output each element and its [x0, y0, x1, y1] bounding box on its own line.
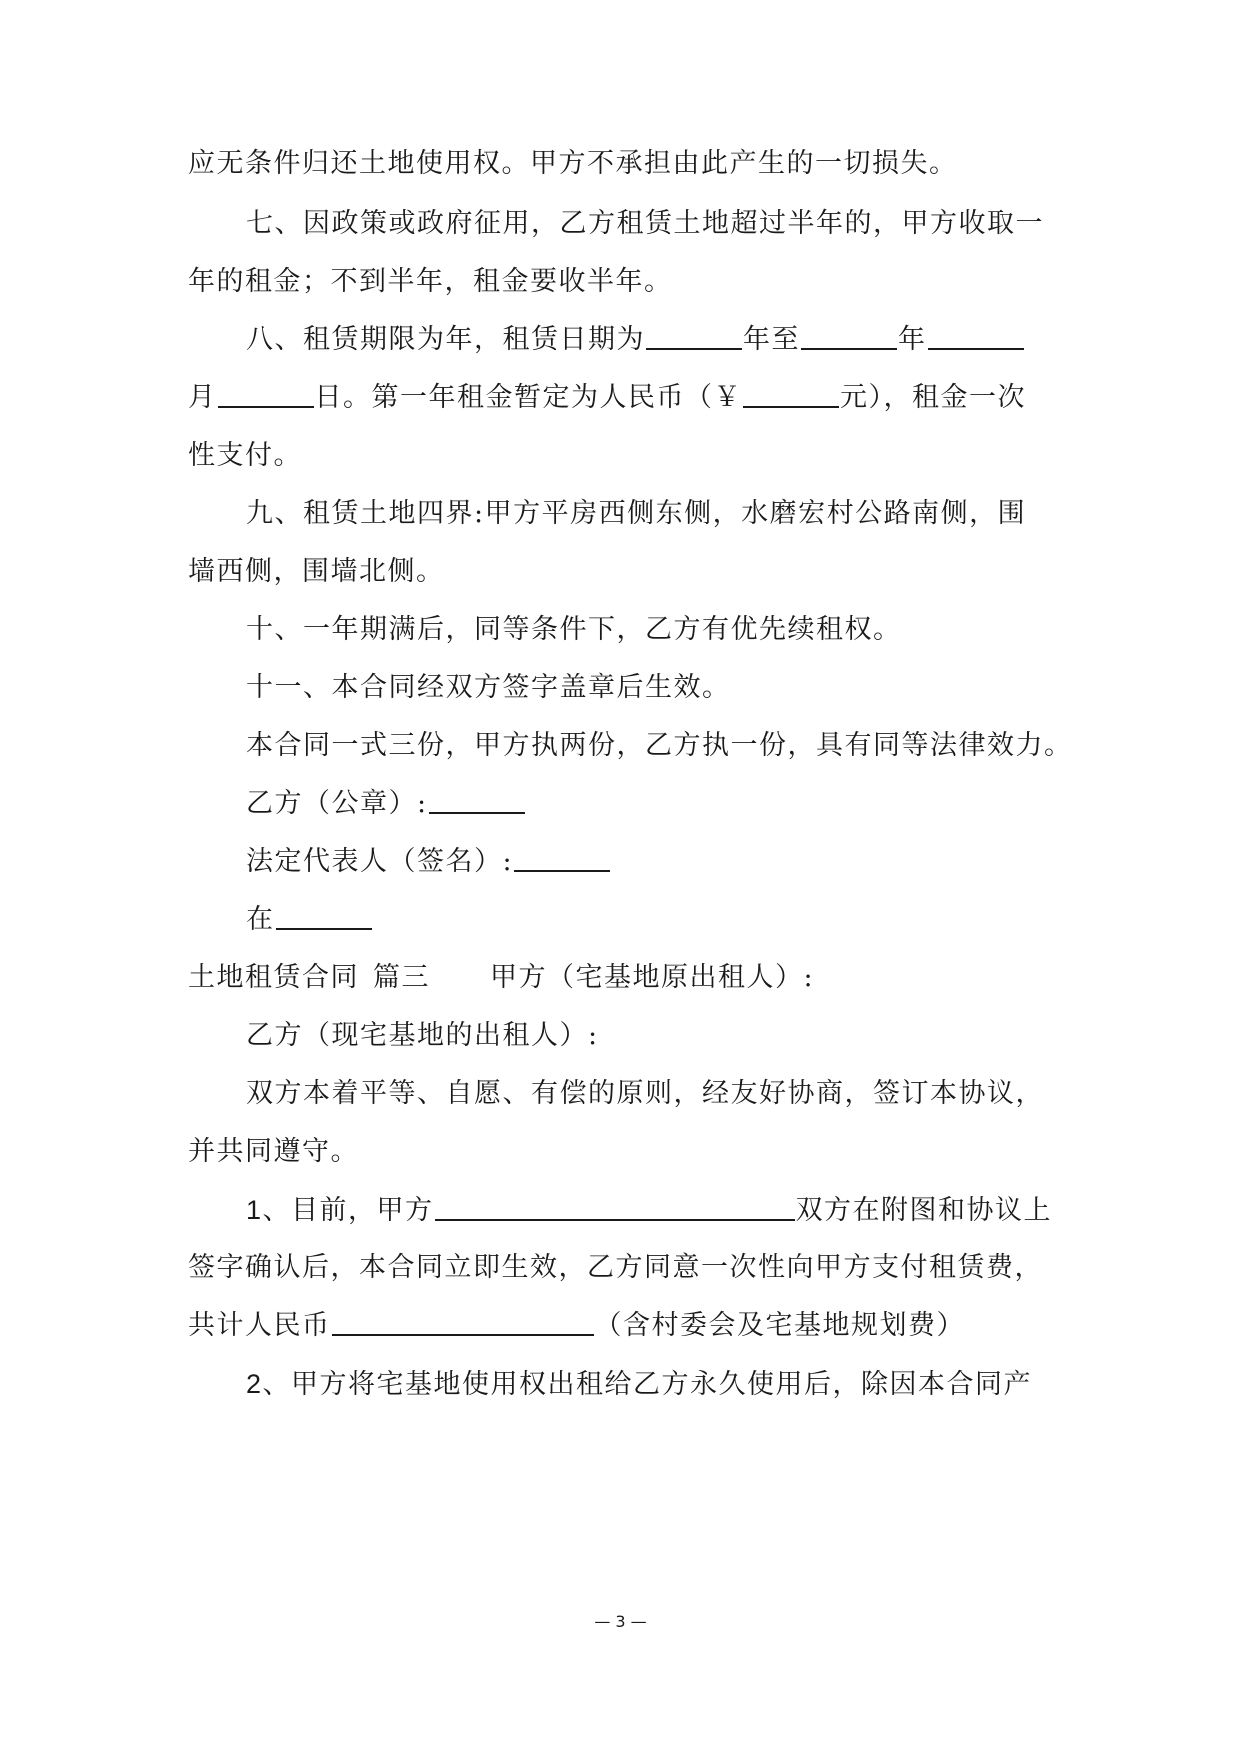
text: 十一、本合同经双方签字盖章后生效。: [246, 672, 731, 703]
text: 、目前，甲方: [262, 1195, 434, 1226]
clause-eight-line-1: [246, 322, 1025, 358]
principle-line-2: [188, 1134, 359, 1170]
text: 年: [898, 324, 927, 355]
blank-field[interactable]: [218, 382, 314, 408]
section-heading: [188, 960, 814, 996]
text: 八、租赁期限为年，租赁日期为: [246, 324, 645, 355]
text: （含村委会及宅基地规划费）: [594, 1310, 965, 1341]
clause-eleven: [246, 670, 731, 706]
text: 并共同遵守。: [188, 1136, 359, 1167]
blank-field[interactable]: [928, 324, 1024, 350]
section-number: 篇三: [373, 962, 430, 993]
legal-rep-line: [246, 844, 611, 880]
text: 共计人民币: [188, 1310, 331, 1341]
location-blank[interactable]: [276, 904, 372, 930]
clause-ten: [246, 612, 902, 648]
blank-field[interactable]: [435, 1195, 795, 1221]
article-number: 2: [246, 1369, 263, 1399]
clause-seven-line-1: [246, 206, 1044, 242]
text: 双方在附图和协议上: [795, 1195, 1053, 1226]
blank-field[interactable]: [801, 324, 897, 350]
paragraph-line: [188, 146, 958, 182]
clause-seven-line-2: [188, 264, 673, 300]
clause-eight-line-3: [188, 438, 302, 474]
text: 、甲方将宅基地使用权出租给乙方永久使用后，除因本合同产: [262, 1369, 1033, 1400]
article-number: 1: [246, 1195, 263, 1225]
text: 签字确认后，本合同立即生效，乙方同意一次性向甲方支付租赁费，: [188, 1252, 1043, 1283]
text: 墙西侧，围墙北侧。: [188, 556, 445, 587]
text: 七、因政策或政府征用，乙方租赁土地超过半年的，甲方收取一: [246, 208, 1044, 239]
article-two-line-1: [246, 1366, 1032, 1403]
signature-blank[interactable]: [429, 788, 525, 814]
amount-blank[interactable]: [332, 1310, 594, 1336]
text: 双方本着平等、自愿、有偿的原则，经友好协商，签订本协议，: [246, 1078, 1044, 1109]
location-line: [246, 902, 373, 938]
text: 年至: [743, 324, 800, 355]
clause-nine-line-2: [188, 554, 445, 590]
text: 应无条件归还土地使用权。甲方不承担由此产生的一切损失。: [188, 148, 958, 179]
party-b-label: [246, 1018, 599, 1054]
blank-field[interactable]: [646, 324, 742, 350]
article-one-line-1: [246, 1192, 1052, 1229]
clause-nine-line-1: [246, 496, 1026, 532]
principle-line-1: [246, 1076, 1044, 1112]
clause-eight-line-2: [188, 380, 1026, 416]
blank-field[interactable]: [743, 382, 839, 408]
signature-blank[interactable]: [514, 846, 610, 872]
text: 十、一年期满后，同等条件下，乙方有优先续租权。: [246, 614, 902, 645]
section-title: 土地租赁合同: [188, 962, 359, 993]
text: 性支付。: [188, 440, 302, 471]
text: 月: [188, 382, 217, 413]
article-one-line-3: [188, 1308, 965, 1344]
text: 元），租金一次: [840, 382, 1026, 413]
text: 九、租赁土地四界:甲方平房西侧东侧，水磨宏村公路南侧，围: [246, 498, 1027, 529]
text: 法定代表人（签名）:: [246, 846, 514, 877]
text: 本合同一式三份，甲方执两份，乙方执一份，具有同等法律效力。: [246, 730, 1073, 761]
party-b-seal-line: [246, 786, 526, 822]
text: 乙方（公章）:: [246, 788, 428, 819]
text: 乙方（现宅基地的出租人）:: [246, 1020, 599, 1051]
text: 日。第一年租金暂定为人民币（￥: [314, 382, 742, 413]
text: 年的租金；不到半年，租金要收半年。: [188, 266, 673, 297]
page-number: — 3 —: [594, 1612, 647, 1631]
copies-statement: [246, 728, 1073, 764]
party-a-label: 甲方（宅基地原出租人）:: [490, 962, 815, 993]
article-one-line-2: [188, 1250, 1043, 1286]
text: 在: [246, 904, 275, 935]
